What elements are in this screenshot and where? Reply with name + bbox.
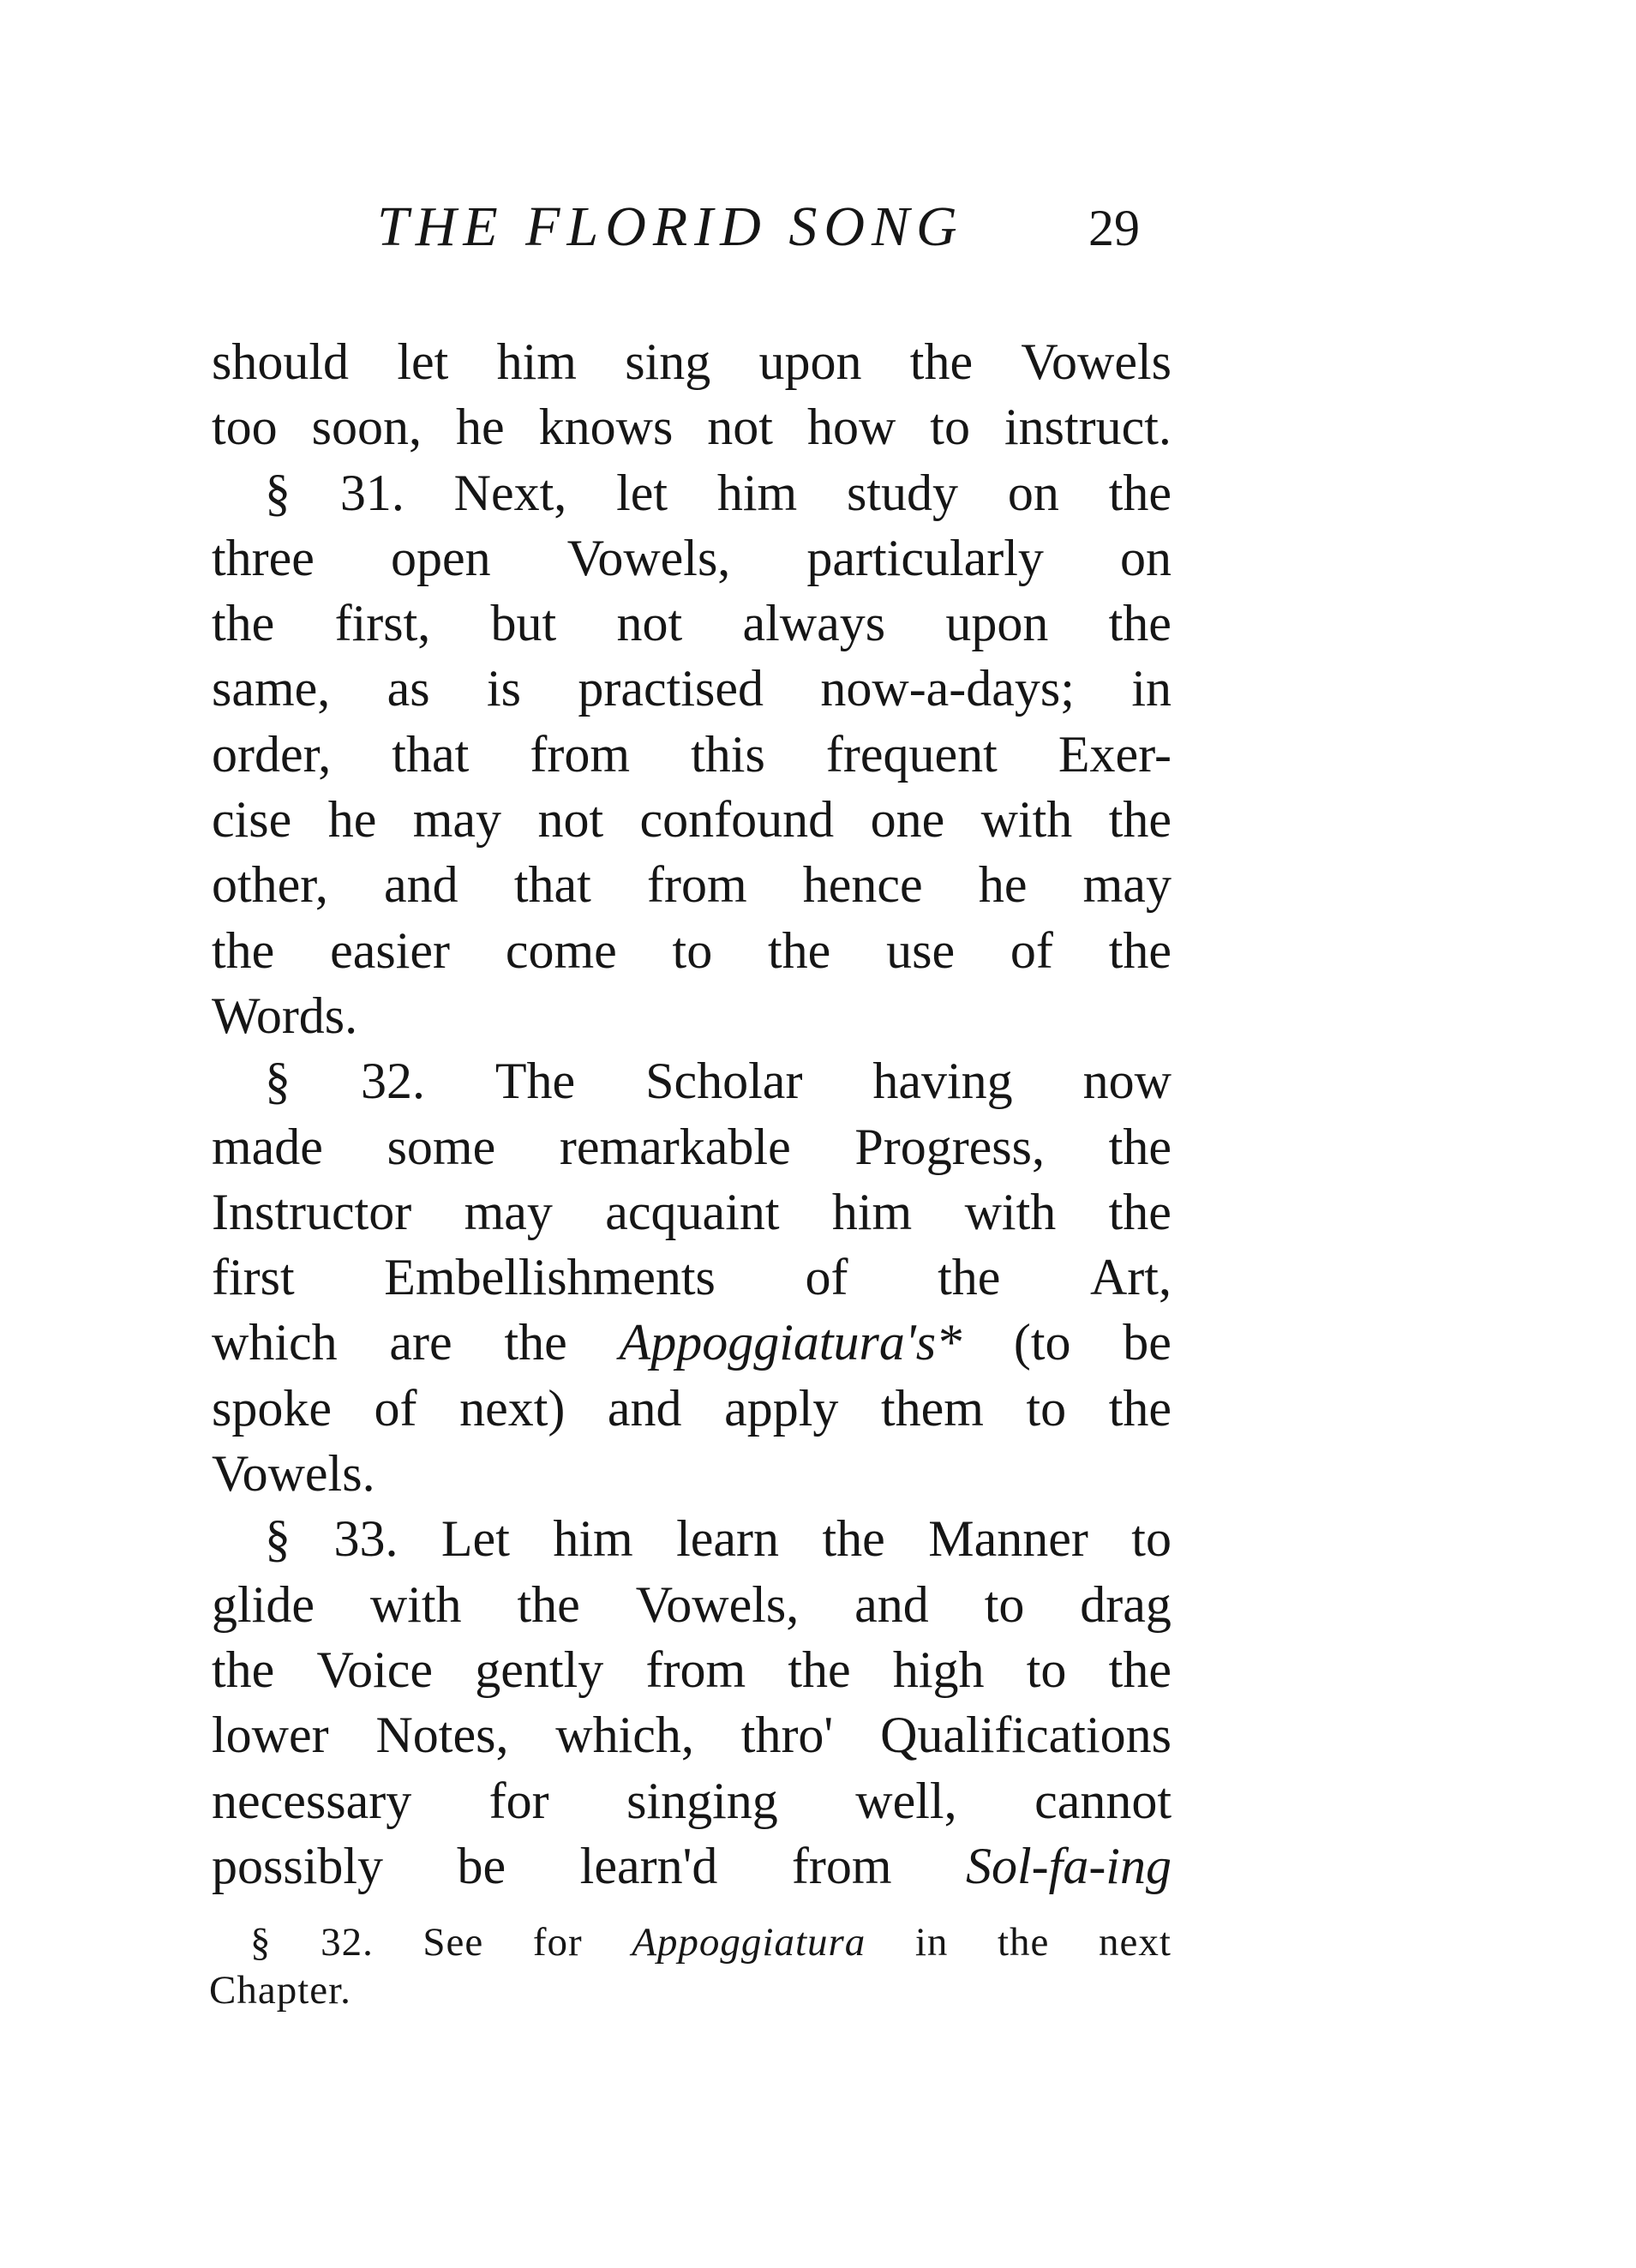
word: how bbox=[806, 399, 896, 456]
word: Embellishments bbox=[384, 1249, 716, 1306]
word: the bbox=[768, 921, 831, 979]
word: to bbox=[1026, 1379, 1067, 1437]
body-text bbox=[212, 329, 1172, 1899]
word: the bbox=[1108, 1118, 1172, 1175]
word: Vowels, bbox=[566, 529, 731, 586]
word: the bbox=[938, 1249, 1001, 1306]
word: high bbox=[892, 1641, 985, 1698]
word: and bbox=[607, 1379, 682, 1437]
word: the bbox=[1108, 921, 1172, 979]
italic-term: Sol-fa-ing bbox=[966, 1837, 1172, 1894]
word: same, bbox=[212, 660, 331, 717]
word: drag bbox=[1080, 1575, 1172, 1633]
word: may bbox=[412, 791, 502, 849]
footnote bbox=[209, 1918, 1172, 2014]
word: soon, bbox=[311, 399, 422, 456]
word: Exer- bbox=[1058, 725, 1172, 783]
word: remarkable bbox=[559, 1118, 791, 1175]
text-line bbox=[212, 787, 1172, 852]
word: of bbox=[1010, 921, 1053, 979]
word: is bbox=[487, 660, 522, 717]
word: Chapter. bbox=[209, 1968, 351, 2013]
word: the bbox=[1108, 1641, 1172, 1698]
text-line bbox=[212, 1245, 1172, 1310]
word: Words. bbox=[212, 987, 358, 1044]
word: Scholar bbox=[645, 1053, 803, 1110]
word: be bbox=[457, 1837, 506, 1894]
word: use bbox=[886, 921, 956, 979]
word: the bbox=[504, 1314, 567, 1371]
word: cannot bbox=[1034, 1772, 1172, 1829]
word: always bbox=[742, 595, 886, 652]
text-line bbox=[212, 656, 1172, 721]
word: from bbox=[530, 725, 631, 783]
text-line bbox=[212, 918, 1172, 983]
word: well, bbox=[855, 1772, 957, 1829]
word: be bbox=[1123, 1314, 1172, 1371]
word: Next, bbox=[453, 464, 567, 521]
word: the bbox=[822, 1510, 885, 1568]
word: to bbox=[984, 1575, 1025, 1633]
word: the bbox=[1108, 1183, 1172, 1240]
word: easier bbox=[330, 921, 451, 979]
word: not bbox=[707, 399, 773, 456]
word: particularly bbox=[806, 529, 1044, 586]
word: frequent bbox=[825, 725, 998, 783]
text-line bbox=[212, 1114, 1172, 1179]
word: See bbox=[422, 1920, 484, 1965]
word: with bbox=[980, 791, 1073, 849]
word: order, bbox=[212, 725, 332, 783]
section-mark: § bbox=[265, 1053, 291, 1110]
paragraph-31-start bbox=[212, 460, 1172, 525]
section-number: 32. bbox=[321, 1920, 374, 1965]
paragraph-32-end bbox=[212, 1441, 1172, 1506]
word: singing bbox=[626, 1772, 778, 1829]
word: practised bbox=[578, 660, 764, 717]
word: the bbox=[909, 333, 974, 390]
text-line bbox=[212, 722, 1172, 787]
footnote-line bbox=[209, 1966, 1172, 2014]
word: him bbox=[496, 333, 577, 390]
word: for bbox=[488, 1772, 549, 1829]
word: having bbox=[872, 1053, 1013, 1110]
text-line bbox=[212, 1376, 1172, 1441]
word: learn bbox=[676, 1510, 780, 1568]
italic-term: Appoggiatura's* bbox=[619, 1314, 962, 1371]
text-line bbox=[212, 1637, 1172, 1702]
text-line bbox=[212, 1702, 1172, 1767]
word: that bbox=[513, 856, 591, 914]
word: let bbox=[397, 333, 449, 390]
word: and bbox=[384, 856, 458, 914]
section-number: 32. bbox=[360, 1053, 425, 1110]
word: (to bbox=[1013, 1314, 1071, 1371]
word: the bbox=[517, 1575, 580, 1633]
page-number: 29 bbox=[1088, 200, 1140, 256]
word: upon bbox=[758, 333, 862, 390]
word: the bbox=[1108, 791, 1172, 849]
paragraph-32-start bbox=[212, 1048, 1172, 1113]
word: Vowels. bbox=[212, 1445, 375, 1503]
word: Manner bbox=[928, 1510, 1088, 1568]
word: the bbox=[1108, 464, 1172, 521]
word: he bbox=[978, 856, 1028, 914]
word: in bbox=[1131, 660, 1172, 717]
word: Art, bbox=[1089, 1249, 1172, 1306]
word: instruct. bbox=[1004, 399, 1172, 456]
word: now-a-days; bbox=[820, 660, 1075, 717]
section-number: 31. bbox=[339, 464, 405, 521]
word: other, bbox=[212, 856, 328, 914]
word: Vowels, bbox=[635, 1575, 800, 1633]
word: three bbox=[212, 529, 315, 586]
italic-term: Appoggiatura bbox=[632, 1920, 866, 1965]
word: glide bbox=[212, 1575, 315, 1633]
word: upon bbox=[945, 595, 1049, 652]
word: study bbox=[847, 464, 959, 521]
word: confound bbox=[639, 791, 835, 849]
word: to bbox=[672, 921, 713, 979]
word: but bbox=[490, 595, 557, 652]
section-mark: § bbox=[265, 464, 291, 521]
text-line bbox=[212, 394, 1172, 459]
word: of bbox=[805, 1249, 848, 1306]
word: the bbox=[212, 595, 275, 652]
word: him bbox=[553, 1510, 633, 1568]
word: in bbox=[914, 1920, 949, 1965]
word: made bbox=[212, 1118, 323, 1175]
word: the bbox=[788, 1641, 851, 1698]
word: spoke bbox=[212, 1379, 332, 1437]
word: apply bbox=[724, 1379, 839, 1437]
word: now bbox=[1082, 1053, 1172, 1110]
word: necessary bbox=[212, 1772, 412, 1829]
word: from bbox=[645, 1641, 746, 1698]
word: him bbox=[831, 1183, 913, 1240]
text-line bbox=[212, 852, 1172, 917]
word: Instructor bbox=[212, 1183, 412, 1240]
word: next) bbox=[459, 1379, 566, 1437]
word: some bbox=[387, 1118, 496, 1175]
word: hence bbox=[802, 856, 923, 914]
word: learn'd bbox=[579, 1837, 718, 1894]
word: to bbox=[1131, 1510, 1172, 1568]
word: gently bbox=[475, 1641, 604, 1698]
paragraph-33-start bbox=[212, 1506, 1172, 1571]
running-title: THE FLORID SONG bbox=[377, 195, 964, 258]
word: should bbox=[212, 333, 350, 390]
word: Let bbox=[440, 1510, 510, 1568]
word: him bbox=[716, 464, 798, 521]
word: as bbox=[387, 660, 430, 717]
word: that bbox=[392, 725, 470, 783]
word: may bbox=[464, 1183, 553, 1240]
word: he bbox=[327, 791, 377, 849]
word: the bbox=[212, 1641, 275, 1698]
word: this bbox=[691, 725, 765, 783]
word: of bbox=[374, 1379, 417, 1437]
word: cise bbox=[212, 791, 292, 849]
word: them bbox=[880, 1379, 984, 1437]
text-line bbox=[212, 329, 1172, 394]
word: Progress, bbox=[854, 1118, 1046, 1175]
word: possibly bbox=[212, 1837, 384, 1894]
word: not bbox=[537, 791, 604, 849]
word: first, bbox=[334, 595, 431, 652]
word: to bbox=[1026, 1641, 1067, 1698]
text-line bbox=[212, 1833, 1172, 1899]
word: too bbox=[212, 399, 278, 456]
word: which bbox=[212, 1314, 338, 1371]
word: acquaint bbox=[605, 1183, 780, 1240]
word: on bbox=[1007, 464, 1059, 521]
word: and bbox=[854, 1575, 929, 1633]
word: the bbox=[998, 1920, 1050, 1965]
word: open bbox=[391, 529, 491, 586]
word: may bbox=[1082, 856, 1172, 914]
word: from bbox=[791, 1837, 892, 1894]
word: not bbox=[616, 595, 683, 652]
text-line bbox=[212, 1310, 1172, 1375]
word: Voice bbox=[316, 1641, 434, 1698]
section-number: 33. bbox=[333, 1510, 399, 1568]
footnote-line bbox=[250, 1918, 1172, 1966]
word: with bbox=[369, 1575, 462, 1633]
text-line bbox=[212, 1768, 1172, 1833]
word: on bbox=[1120, 529, 1172, 586]
word: come bbox=[505, 921, 617, 979]
word: one bbox=[870, 791, 945, 849]
text-line bbox=[212, 1179, 1172, 1245]
section-mark: § bbox=[250, 1920, 272, 1965]
word: Vowels bbox=[1021, 333, 1172, 390]
text-line bbox=[212, 525, 1172, 591]
word: the bbox=[1108, 1379, 1172, 1437]
word: Notes, bbox=[375, 1707, 509, 1764]
word: first bbox=[212, 1249, 295, 1306]
text-line bbox=[212, 1572, 1172, 1637]
text-line bbox=[212, 591, 1172, 656]
section-mark: § bbox=[265, 1510, 291, 1568]
word: lower bbox=[212, 1707, 329, 1764]
word: which, bbox=[555, 1707, 694, 1764]
word: from bbox=[646, 856, 747, 914]
word: are bbox=[389, 1314, 452, 1371]
word: Qualifications bbox=[880, 1707, 1172, 1764]
word: sing bbox=[625, 333, 711, 390]
word: let bbox=[616, 464, 668, 521]
word: thro' bbox=[740, 1707, 834, 1764]
word: the bbox=[212, 921, 275, 979]
word: with bbox=[964, 1183, 1057, 1240]
word: knows bbox=[538, 399, 674, 456]
word: he bbox=[456, 399, 505, 456]
word: the bbox=[1108, 595, 1172, 652]
word: next bbox=[1098, 1920, 1172, 1965]
word: to bbox=[930, 399, 970, 456]
word: for bbox=[532, 1920, 583, 1965]
word: The bbox=[494, 1053, 576, 1110]
paragraph-31-end bbox=[212, 983, 1172, 1048]
